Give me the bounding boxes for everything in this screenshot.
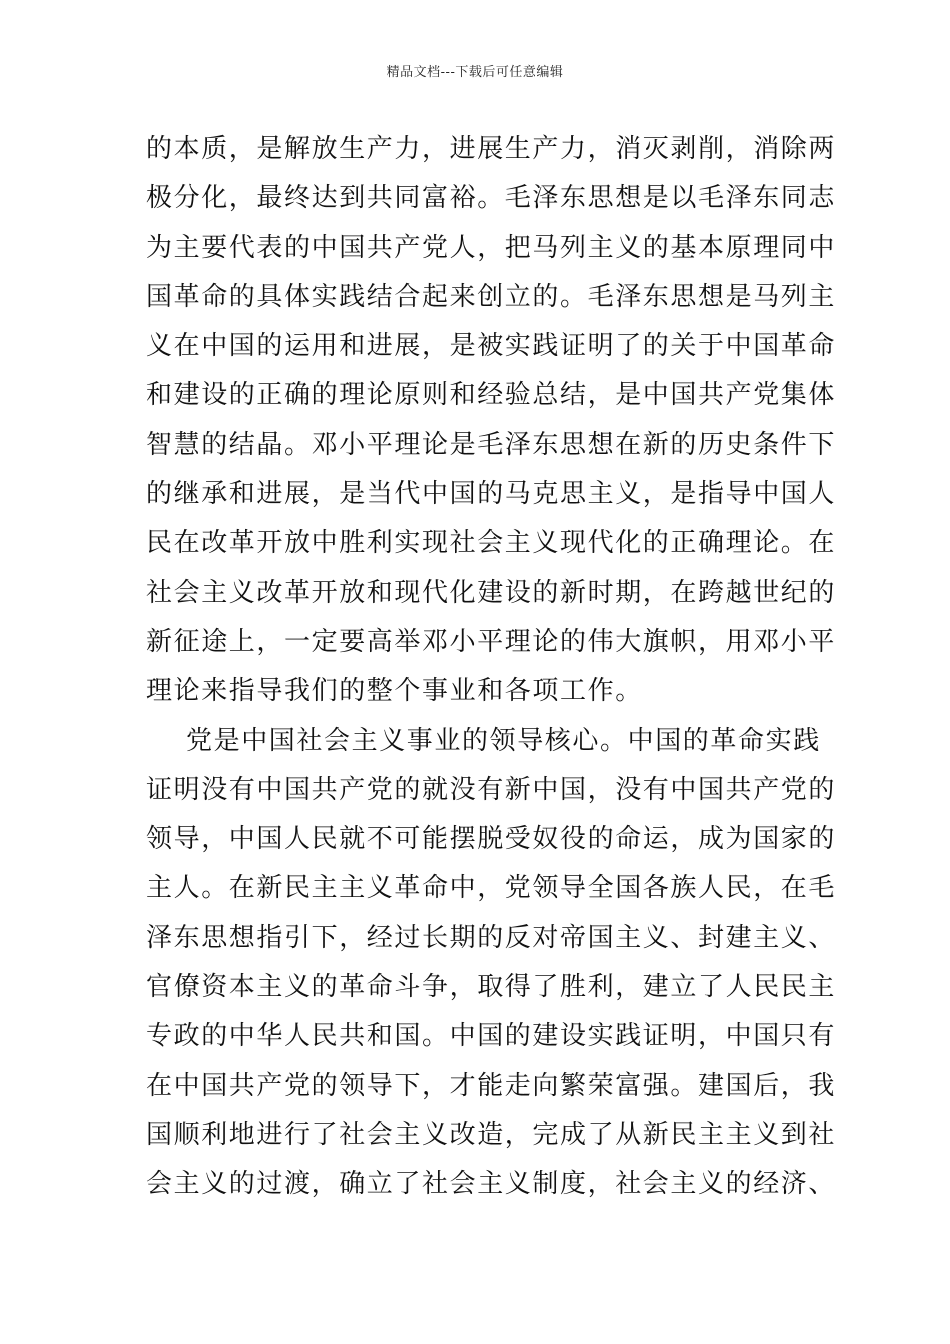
text-line: 国顺利地进行了社会主义改造，完成了从新民主主义到社 (146, 1119, 837, 1150)
text-line: 智慧的结晶。邓小平理论是毛泽东思想在新的历史条件下 (146, 429, 837, 460)
text-line: 义在中国的运用和进展，是被实践证明了的关于中国革命 (146, 331, 837, 362)
text-line: 在中国共产党的领导下，才能走向繁荣富强。建国后，我 (146, 1070, 837, 1101)
paragraph-2 (146, 717, 837, 1210)
text-line-first-indented: 党是中国社会主义事业的领导核心。中国的革命实践 (186, 725, 821, 756)
text-line: 领导，中国人民就不可能摆脱受奴役的命运，成为国家的 (146, 824, 837, 855)
text-line: 民在改革开放中胜利实现社会主义现代化的正确理论。在 (146, 528, 837, 559)
text-line: 主人。在新民主主义革命中，党领导全国各族人民，在毛 (146, 873, 837, 904)
text-line: 和建设的正确的理论原则和经验总结，是中国共产党集体 (146, 380, 837, 411)
text-line: 为主要代表的中国共产党人，把马列主义的基本原理同中 (146, 232, 837, 263)
text-line: 新征途上，一定要高举邓小平理论的伟大旗帜，用邓小平 (146, 626, 837, 657)
text-line: 国革命的具体实践结合起来创立的。毛泽东思想是马列主 (146, 281, 837, 312)
text-line: 极分化，最终达到共同富裕。毛泽东思想是以毛泽东同志 (146, 183, 837, 214)
text-line: 的本质，是解放生产力，进展生产力，消灭剥削，消除两 (146, 134, 837, 164)
text-line: 证明没有中国共产党的就没有新中国，没有中国共产党的 (146, 774, 837, 805)
paragraph-1 (146, 125, 837, 717)
document-body (146, 125, 837, 1210)
page-header: 精品文档---下载后可任意编辑 (386, 65, 564, 80)
text-line: 泽东思想指引下，经过长期的反对帝国主义、封建主义、 (146, 922, 837, 953)
text-line: 专政的中华人民共和国。中国的建设实践证明，中国只有 (146, 1021, 837, 1052)
text-line: 社会主义改革开放和现代化建设的新时期，在跨越世纪的 (146, 577, 837, 608)
text-line: 的继承和进展，是当代中国的马克思主义，是指导中国人 (146, 479, 837, 510)
text-line: 会主义的过渡，确立了社会主义制度，社会主义的经济、 (146, 1169, 837, 1200)
text-line: 官僚资本主义的革命斗争，取得了胜利，建立了人民民主 (146, 972, 837, 1003)
text-line: 理论来指导我们的整个事业和各项工作。 (146, 676, 643, 707)
